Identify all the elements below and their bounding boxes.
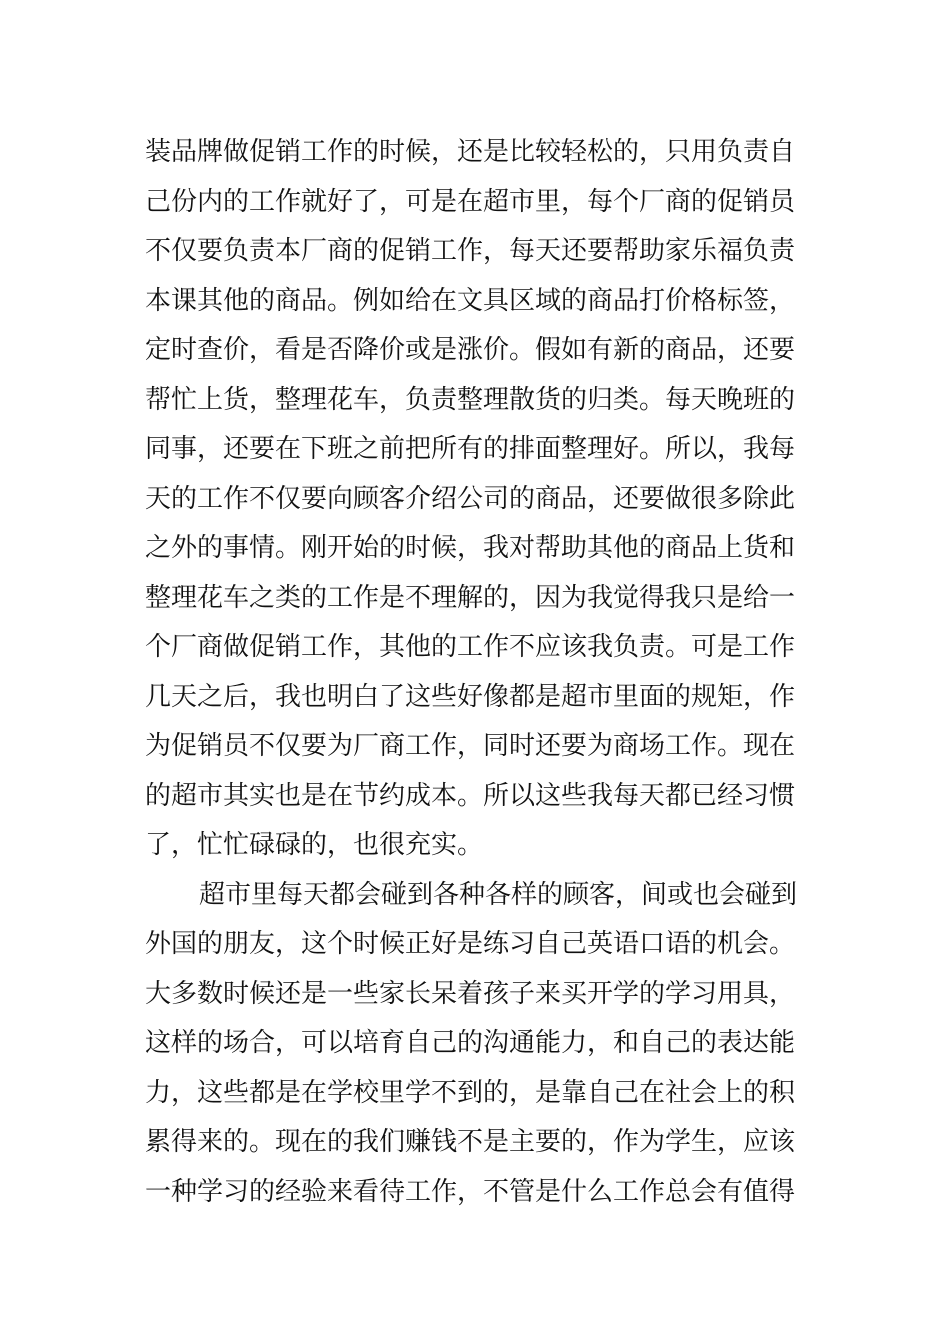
text-line: 大多数时候还是一些家长呆着孩子来买开学的学习用具， — [145, 978, 796, 1009]
text-line: 为促销员不仅要为厂商工作，同时还要为商场工作。现在 — [145, 731, 796, 761]
text-line: 了，忙忙碌碌的，也很充实。 — [145, 830, 484, 860]
text-line: 不仅要负责本厂商的促销工作，每天还要帮助家乐福负责 — [145, 236, 796, 266]
text-line: 这样的场合，可以培育自己的沟通能力，和自己的表达能 — [145, 1028, 796, 1058]
paragraph-first-line: 超市里每天都会碰到各种各样的顾客，间或也会碰到 — [199, 879, 798, 910]
text-line: 整理花车之类的工作是不理解的，因为我觉得我只是给一 — [145, 582, 796, 613]
text-line: 定时查价，看是否降价或是涨价。假如有新的商品，还要 — [145, 335, 796, 365]
text-line: 力，这些都是在学校里学不到的，是靠自己在社会上的积 — [145, 1077, 796, 1108]
text-line: 的超市其实也是在节约成本。所以这些我每天都已经习惯 — [145, 780, 796, 811]
text-line: 己份内的工作就好了，可是在超市里，每个厂商的促销员 — [145, 186, 796, 217]
text-line: 本课其他的商品。例如给在文具区域的商品打价格标签， — [145, 285, 796, 316]
text-line: 几天之后，我也明白了这些好像都是超市里面的规矩，作 — [145, 681, 796, 712]
text-line: 同事，还要在下班之前把所有的排面整理好。所以，我每 — [145, 434, 796, 464]
text-line: 装品牌做促销工作的时候，还是比较轻松的，只用负责自 — [145, 137, 796, 167]
text-line: 累得来的。现在的我们赚钱不是主要的，作为学生，应该 — [145, 1127, 796, 1157]
text-line: 之外的事情。刚开始的时候，我对帮助其他的商品上货和 — [145, 533, 796, 563]
text-line: 一种学习的经验来看待工作，不管是什么工作总会有值得 — [145, 1176, 796, 1207]
text-line: 外国的朋友，这个时候正好是练习自己英语口语的机会。 — [145, 929, 796, 959]
text-line: 帮忙上货，整理花车，负责整理散货的归类。每天晚班的 — [145, 384, 796, 415]
text-line: 天的工作不仅要向顾客介绍公司的商品，还要做很多除此 — [145, 483, 796, 514]
text-line: 个厂商做促销工作，其他的工作不应该我负责。可是工作 — [145, 632, 796, 662]
body-text — [145, 128, 815, 1217]
